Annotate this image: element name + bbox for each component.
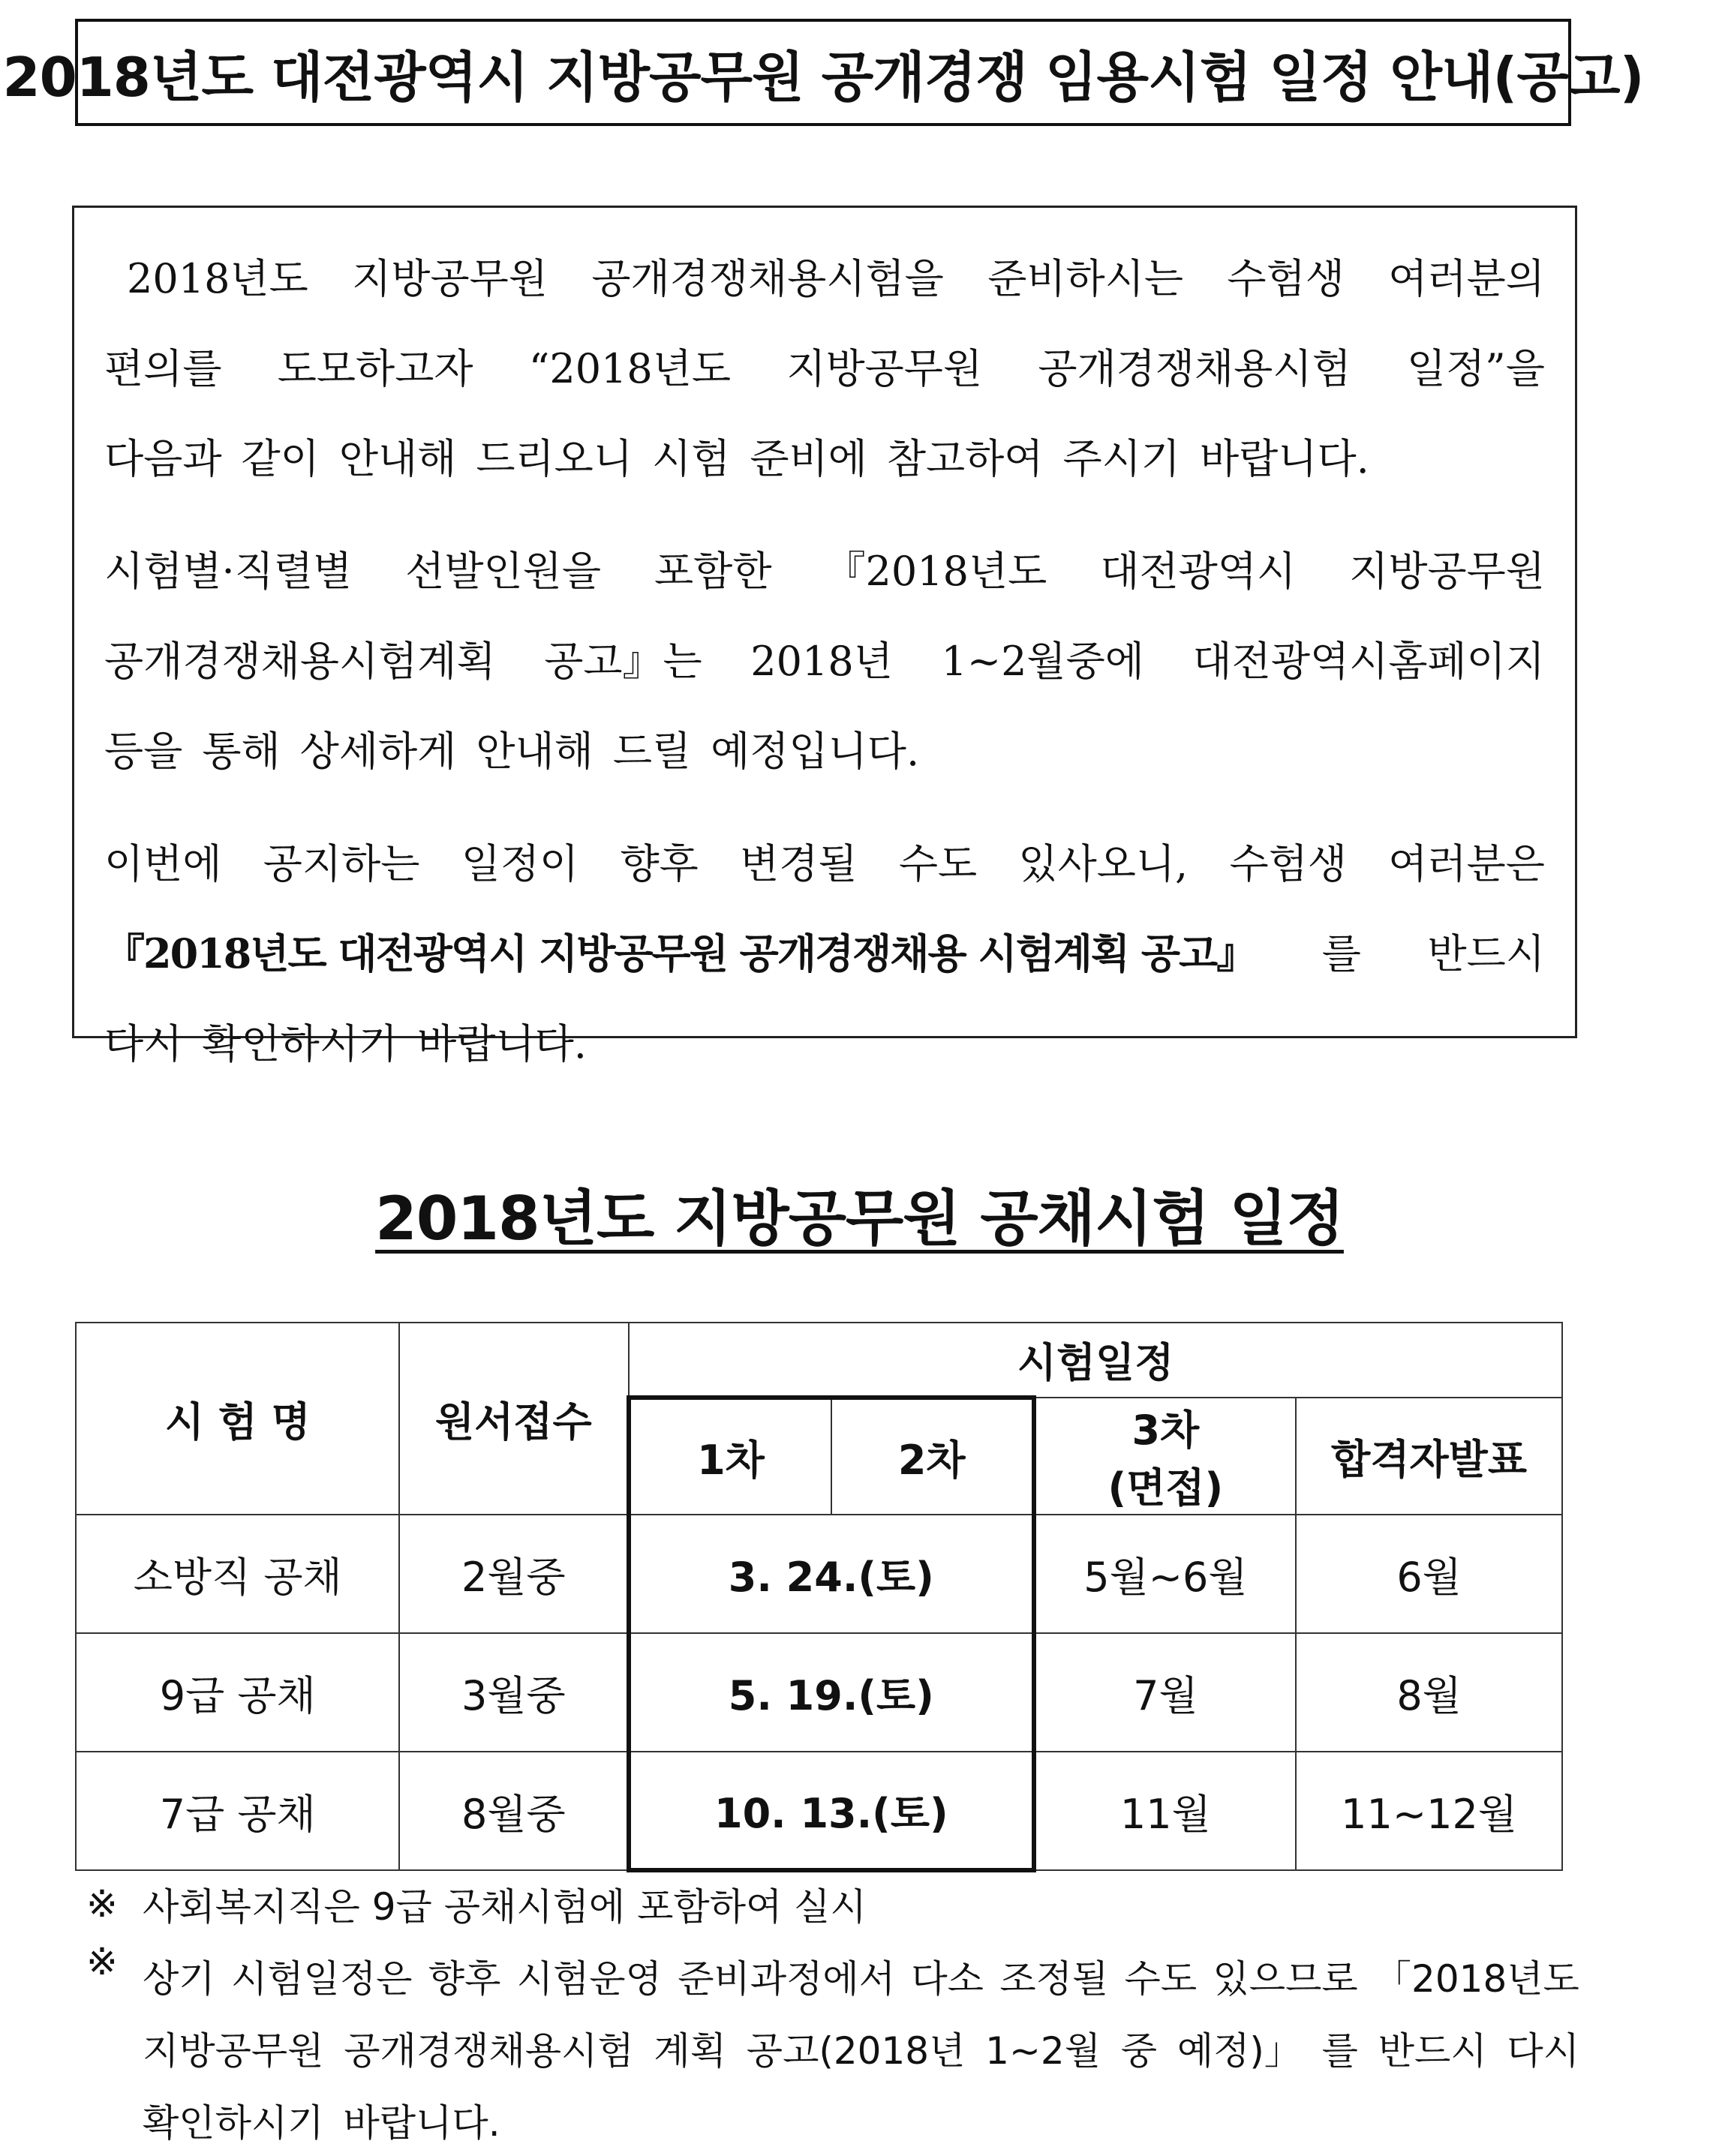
notice-box [72, 206, 1577, 1067]
notice-line: 공개경쟁채용시험계획 공고』는 2018년 1~2월중에 대전광역시홈페이지 [104, 637, 1545, 685]
notice-line: 시험별·직렬별 선발인원을 포함한 『2018년도 대전광역시 지방공무원 [104, 547, 1545, 595]
cell-exam-date: 10. 13.(토) [629, 1752, 1033, 1870]
note-2 [86, 1940, 1579, 2156]
note-line: 상기 시험일정은 향후 시험운영 준비과정에서 다소 조정될 수도 있으므로 「2018년도 [143, 1957, 1579, 2001]
notice-paragraph-3 [104, 815, 1545, 1086]
header-schedule: 시험일정 [629, 1323, 1562, 1398]
cell-exam-name: 9급 공채 [76, 1633, 399, 1752]
notice-line: 다음과 같이 안내해 드리오니 시험 준비에 참고하여 주시기 바랍니다. [104, 434, 1369, 482]
cell-announce: 8월 [1296, 1633, 1562, 1752]
header-application: 원서접수 [399, 1323, 629, 1515]
header-third: 3차 (면접) [1034, 1398, 1297, 1515]
cell-announce: 6월 [1296, 1515, 1562, 1633]
cell-third: 5월~6월 [1034, 1515, 1297, 1633]
note-2-body [143, 1940, 1579, 2156]
cell-exam-date: 5. 19.(토) [629, 1633, 1033, 1752]
note-mark: ※ [86, 1940, 118, 1983]
page-title: 2018년도 대전광역시 지방공무원 공개경쟁 임용시험 일정 안내(공고) [2, 45, 1644, 109]
table-row [76, 1752, 1562, 1870]
note-line: 확인하시기 바랍니다. [143, 2101, 500, 2145]
header-announce: 합격자발표 [1296, 1398, 1562, 1515]
notice-line: 이번에 공지하는 일정이 향후 변경될 수도 있사오니, 수험생 여러분은 [104, 839, 1545, 887]
header-first: 1차 [629, 1398, 831, 1515]
table-row [76, 1633, 1562, 1752]
notes [86, 1868, 1579, 2156]
table-row [76, 1515, 1562, 1633]
cell-third: 7월 [1034, 1633, 1297, 1752]
cell-exam-name: 7급 공채 [76, 1752, 399, 1870]
cell-third: 11월 [1034, 1752, 1297, 1870]
notice-paragraph-2 [104, 523, 1545, 793]
cell-application: 3월중 [399, 1633, 629, 1752]
note-mark: ※ [86, 1882, 118, 1926]
cell-application: 2월중 [399, 1515, 629, 1633]
notice-line: 『2018년도 대전광역시 지방공무원 공개경쟁채용 시험계획 공고』 를 반드시 [104, 905, 1545, 995]
notice-line: 2018년도 지방공무원 공개경쟁채용시험을 준비하시는 수험생 여러분의 [127, 254, 1545, 302]
cell-application: 8월중 [399, 1752, 629, 1870]
schedule-table [75, 1322, 1563, 1872]
cell-announce: 11~12월 [1296, 1752, 1562, 1870]
title-box [2, 19, 1644, 126]
notice-line: 등을 통해 상세하게 안내해 드릴 예정입니다. [104, 727, 920, 775]
notice-line: 다시 확인하시기 바랍니다. [104, 1019, 587, 1067]
notice-paragraph-1 [104, 230, 1545, 500]
notice-bold-reference: 『2018년도 대전광역시 지방공무원 공개경쟁채용 시험계획 공고』 [104, 929, 1256, 977]
note-line: 지방공무원 공개경쟁채용시험 계획 공고(2018년 1~2월 중 예정)」 를 반드시 다시 [143, 2029, 1579, 2073]
table-header-row [76, 1323, 1562, 1398]
header-second: 2차 [831, 1398, 1034, 1515]
cell-exam-date: 3. 24.(토) [629, 1515, 1033, 1633]
section-title: 2018년도 지방공무원 공채시험 일정 [375, 1184, 1344, 1254]
note-1-text: 사회복지직은 9급 공채시험에 포함하여 실시 [143, 1885, 867, 1929]
cell-exam-name: 소방직 공채 [76, 1515, 399, 1633]
header-exam-name: 시 험 명 [76, 1323, 399, 1515]
notice-line: 편의를 도모하고자 “2018년도 지방공무원 공개경쟁채용시험 일정”을 [104, 344, 1545, 392]
note-1 [86, 1868, 1579, 1940]
